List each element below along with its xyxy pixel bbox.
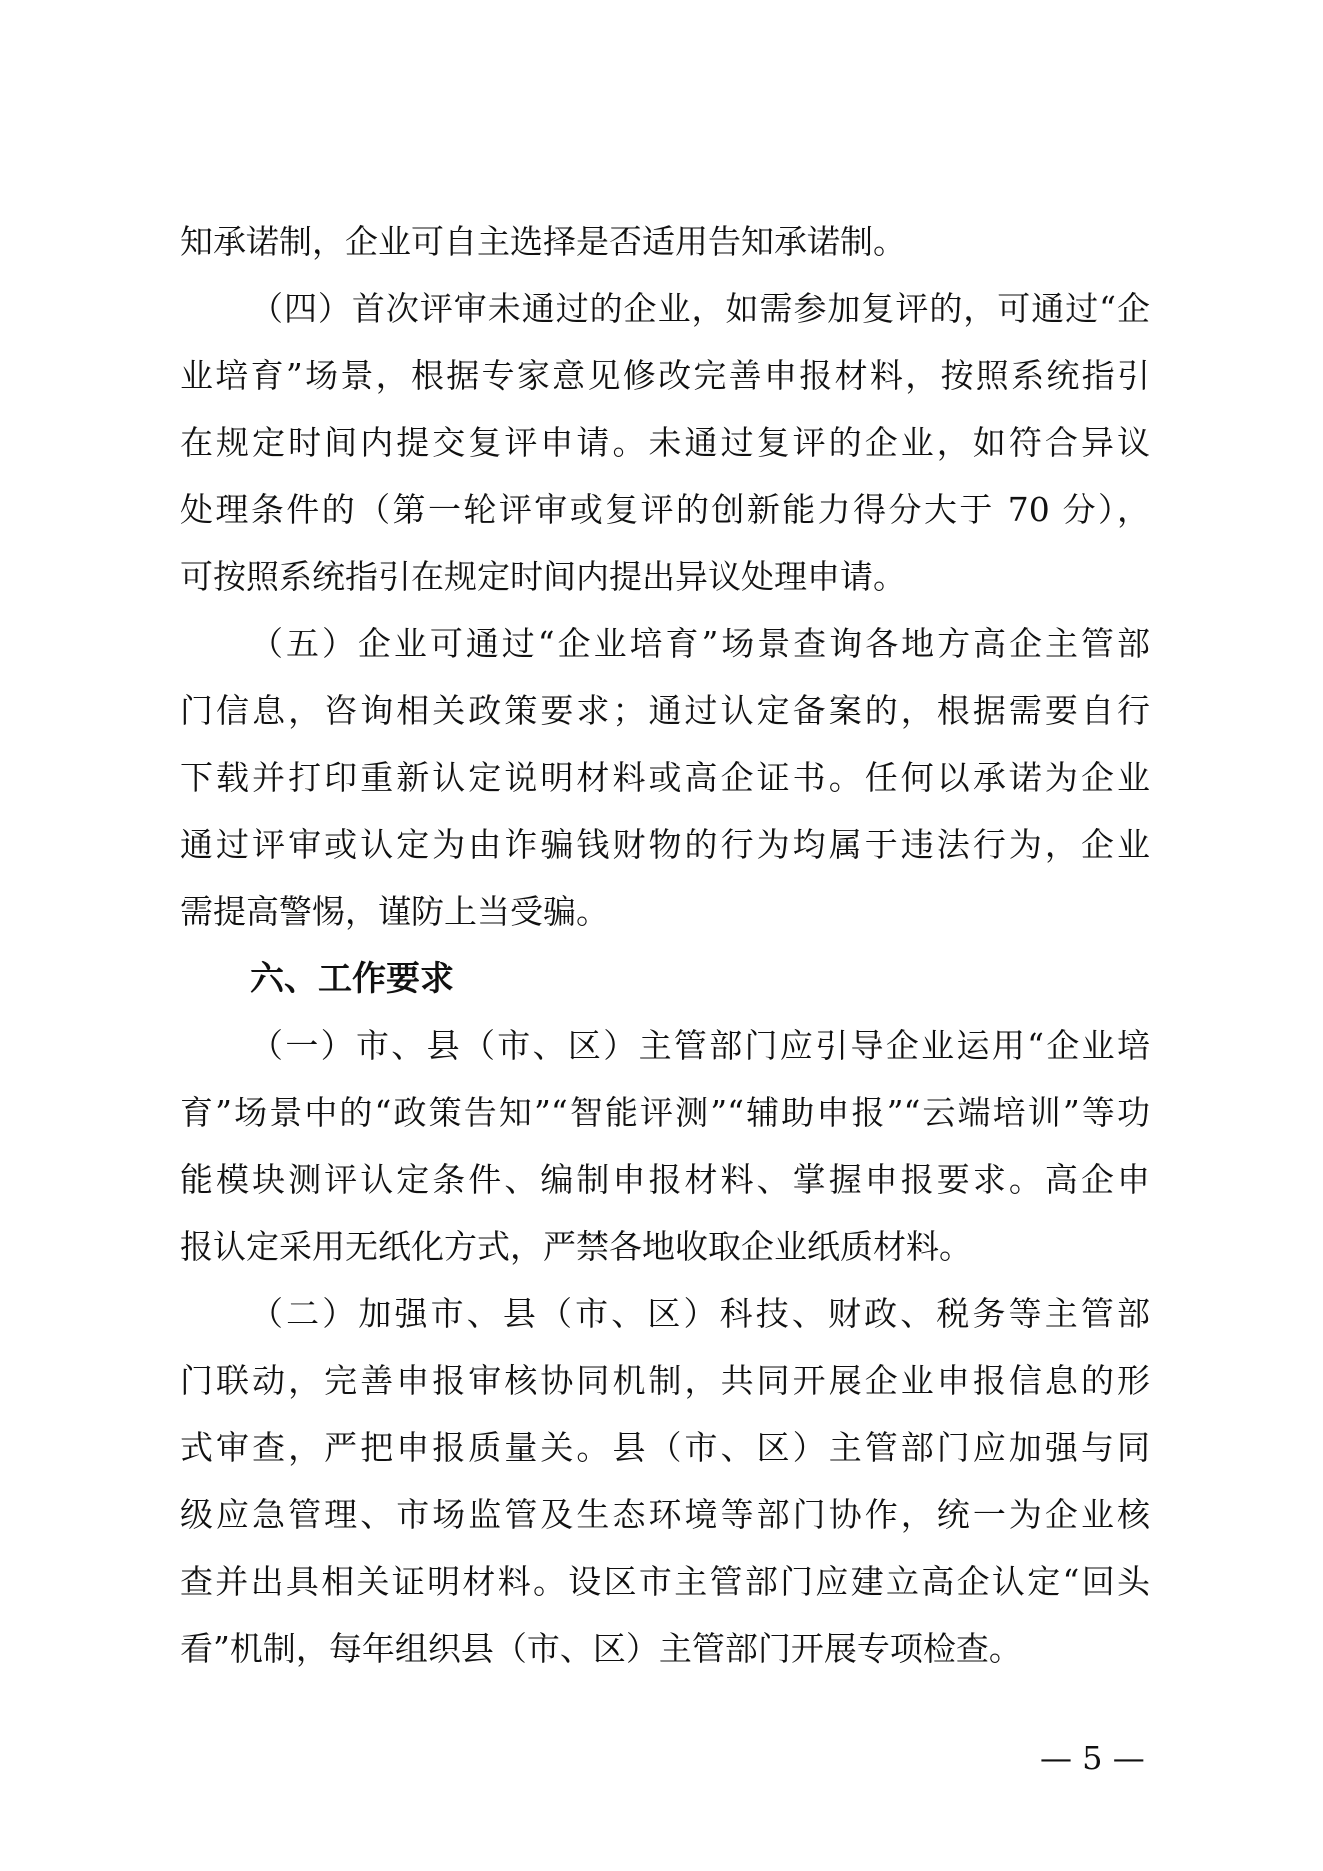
text-line: 业培育”场景，根据专家意见修改完善申报材料，按照系统指引 [180,356,1150,395]
text-line: 知承诺制，企业可自主选择是否适用告知承诺制。 [180,222,906,261]
text-line: 需提高警惕，谨防上当受骗。 [180,892,609,931]
text-line: （二）加强市、县（市、区）科技、财政、税务等主管部 [250,1294,1150,1333]
text-line: （五）企业可通过“企业培育”场景查询各地方高企主管部 [250,624,1150,663]
text-line: （一）市、县（市、区）主管部门应引导企业运用“企业培 [250,1026,1150,1065]
text-line: 处理条件的（第一轮评审或复评的创新能力得分大于 70 分）， [180,490,1150,529]
section-heading: 六、工作要求 [250,959,454,999]
text-line: 下载并打印重新认定说明材料或高企证书。任何以承诺为企业 [180,758,1150,797]
text-line: 式审查，严把申报质量关。县（市、区）主管部门应加强与同 [180,1428,1150,1467]
text-line: 在规定时间内提交复评申请。未通过复评的企业，如符合异议 [180,423,1150,462]
text-line: 查并出具相关证明材料。设区市主管部门应建立高企认定“回头 [180,1562,1150,1601]
text-line: 可按照系统指引在规定时间内提出异议处理申请。 [180,557,906,596]
text-line: 级应急管理、市场监管及生态环境等部门协作，统一为企业核 [180,1495,1150,1534]
text-line: 能模块测评认定条件、编制申报材料、掌握申报要求。高企申 [180,1160,1150,1199]
text-line: 通过评审或认定为由诈骗钱财物的行为均属于违法行为，企业 [180,825,1150,864]
text-line: 看”机制，每年组织县（市、区）主管部门开展专项检查。 [180,1629,1022,1668]
text-line: 育”场景中的“政策告知”“智能评测”“辅助申报”“云端培训”等功 [180,1093,1150,1132]
page-number: — 5 — [1040,1739,1145,1777]
text-line: （四）首次评审未通过的企业，如需参加复评的，可通过“企 [250,289,1150,328]
text-line: 门联动，完善申报审核协同机制，共同开展企业申报信息的形 [180,1361,1150,1400]
text-line: 门信息，咨询相关政策要求；通过认定备案的，根据需要自行 [180,691,1150,730]
text-line: 报认定采用无纸化方式，严禁各地收取企业纸质材料。 [180,1227,972,1266]
